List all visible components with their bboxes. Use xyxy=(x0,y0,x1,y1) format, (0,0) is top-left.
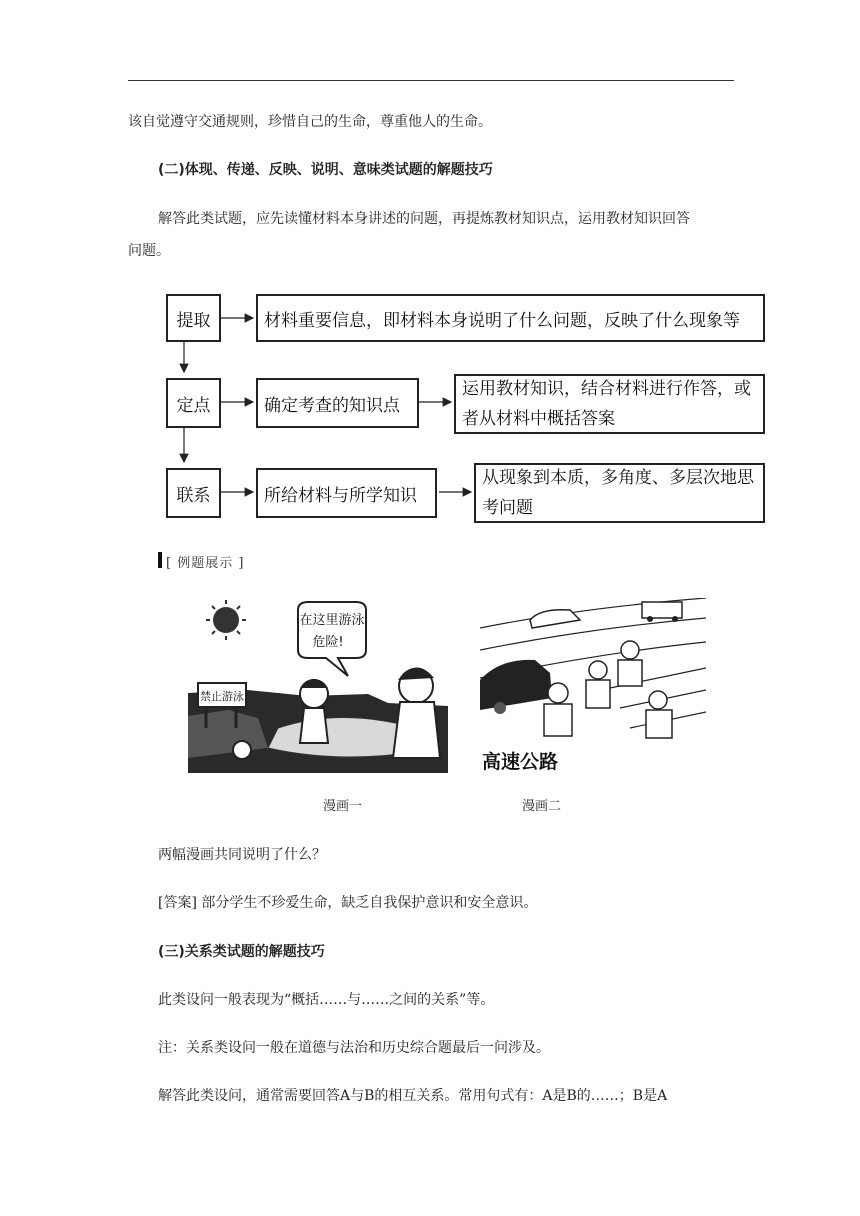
flow-box-locate xyxy=(256,378,419,428)
sign-text: 禁止游泳 xyxy=(200,690,244,703)
train-icon xyxy=(530,610,580,628)
man-figure xyxy=(393,667,440,758)
example-question: 两幅漫画共同说明了什么？ xyxy=(158,847,326,863)
flow-text-extract: 材料重要信息，即材料本身说明了什么问题，反映了什么现象等 xyxy=(264,310,740,331)
highway-sign-text: 高速公路 xyxy=(482,751,559,773)
speech-text-2: 危险! xyxy=(312,635,344,650)
speech-bubble xyxy=(298,602,366,676)
speech-text-1: 在这里游泳 xyxy=(299,613,365,628)
section-marker xyxy=(158,552,162,568)
flow-box-connect xyxy=(256,468,437,518)
heading-section-2: (二)体现、传递、反映、说明、意味类试题的解题技巧 xyxy=(158,162,493,178)
paragraph-line-1: 解答此类试题，应先读懂材料本身讲述的问题，再提炼教材知识点，运用教材知识回答 xyxy=(158,211,690,227)
car-icon xyxy=(480,660,552,714)
bus-icon xyxy=(642,602,682,622)
example-answer: [答案] 部分学生不珍爱生命，缺乏自我保护意识和安全意识。 xyxy=(158,895,538,911)
flow-text-connect-2: 从现象到本质，多角度、多层次地思考问题 xyxy=(482,468,754,518)
boy-figure xyxy=(300,679,328,743)
flow-label-locate: 定点 xyxy=(166,378,221,428)
example-section-label: [ 例题展示 ] xyxy=(166,556,245,571)
continued-paragraph: 该自觉遵守交通规则，珍惜自己的生命，尊重他人的生命。 xyxy=(128,114,492,130)
flow-text-locate: 确定考查的知识点 xyxy=(264,395,400,416)
cartoon-highway xyxy=(480,598,706,773)
sun-icon xyxy=(206,600,246,640)
section3-paragraph-1: 此类设问一般表现为“概括……与……之间的关系”等。 xyxy=(158,992,495,1008)
flow-label-extract: 提取 xyxy=(166,294,221,342)
caption-cartoon-2: 漫画二 xyxy=(522,799,562,814)
flow-text-locate-2: 运用教材知识，结合材料进行作答，或者从材料中概括答案 xyxy=(462,379,751,429)
flow-box-connect-2 xyxy=(474,463,765,523)
flow-text-connect: 所给材料与所学知识 xyxy=(264,485,417,506)
cartoon-swimming xyxy=(188,598,448,773)
children-figures xyxy=(544,641,672,738)
paragraph-line-2: 问题。 xyxy=(128,243,170,259)
flow-label-connect: 联系 xyxy=(166,468,221,518)
section3-paragraph-3: 解答此类设问，通常需要回答A与B的相互关系。常用句式有：A是B的……；B是A xyxy=(158,1088,668,1104)
heading-section-3: (三)关系类试题的解题技巧 xyxy=(158,944,325,960)
flow-box-extract xyxy=(256,294,765,342)
caption-cartoon-1: 漫画一 xyxy=(323,799,363,814)
section3-paragraph-2: 注：关系类设问一般在道德与法治和历史综合题最后一问涉及。 xyxy=(158,1040,550,1056)
flow-box-locate-2 xyxy=(454,374,765,434)
